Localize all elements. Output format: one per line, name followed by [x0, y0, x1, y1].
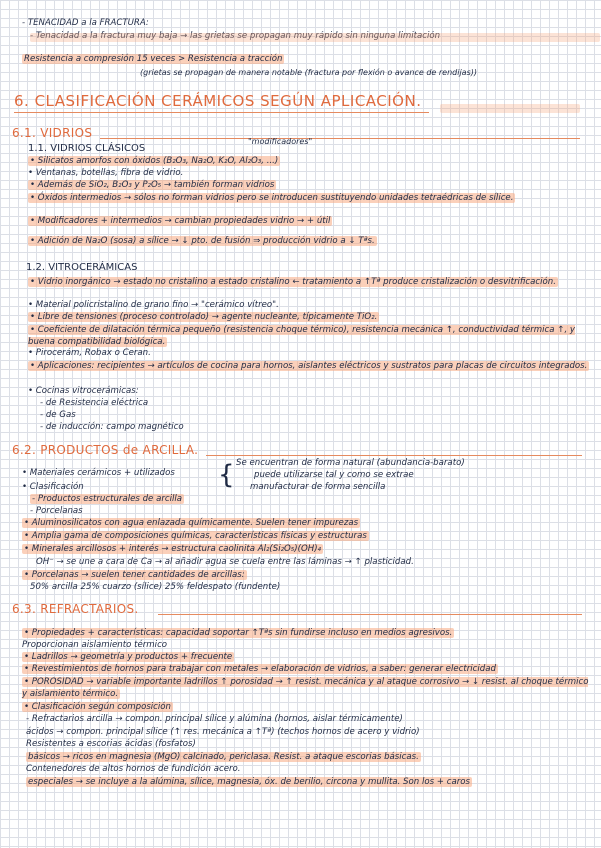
refr-item-8: ácidos → compon. principal sílice (↑ res. mecánica a ↑Tª) (techos hornos de acero y vidrio)	[26, 727, 420, 737]
arcilla-item-5: • Aluminosilicatos con agua enlazada químicamente. Suelen tener impurezas	[24, 518, 359, 528]
arcilla-brace: {	[218, 460, 235, 490]
refr-item-10: básicos → ricos en magnesia (MgO) calcinado, periclasa. Resist. a ataque escorias básicas.	[28, 752, 419, 762]
vitro-item-5: • Pirocerám, Robax o Ceran.	[28, 348, 151, 358]
tenacidad-title: - TENACIDAD a la FRACTURA:	[22, 18, 149, 28]
arcilla-item-6: • Amplia gama de composiciones químicas, características físicas y estructuras	[24, 531, 367, 541]
main-title: 6. CLASIFICACIÓN CERÁMICOS SEGÚN APLICACIÓN.	[14, 92, 422, 110]
refr-item-11: Contenedores de altos hornos de fundición acero.	[26, 764, 241, 774]
vitro-item-3: • Libre de tensiones (proceso controlado) → agente nucleante, típicamente TiO₂.	[30, 312, 378, 322]
arcilla-item-7: • Minerales arcillosos + interés → estructura caolinita Al₂(Si₂O₅)(OH)₄	[24, 544, 321, 554]
arcilla-item-4: - Porcelanas	[30, 506, 83, 516]
vidrios-item-6: • Adición de Na₂O (sosa) a sílice → ↓ pto. de fusión ⇒ producción vidrio a ↓ Tªs.	[30, 236, 375, 246]
vidrios-sub-2: 1.2. VITROCERÁMICAS	[26, 262, 138, 273]
vitro-item-1: • Vidrio inorgánico → estado no cristalino a estado cristalino ← tratamiento a ↑Tª produce cristalización o desvitrificación.	[30, 277, 556, 287]
vitro-item-9: - de Gas	[40, 410, 76, 420]
arcilla-title: 6.2. PRODUCTOS de ARCILLA.	[12, 443, 199, 457]
vidrios-item-1: • Silicatos amorfos con óxidos (B₂O₃, Na₂O, K₂O, Al₂O₃, ...)	[30, 156, 279, 166]
refr-item-9: Resistentes a escorias ácidas (fosfatos)	[26, 739, 196, 749]
arcilla-item-9: • Porcelanas → suelen tener cantidades de arcillas:	[24, 570, 245, 580]
refr-item-4: • Revestimientos de hornos para trabajar con metales → elaboración de vidrios, a saber: generar electricidad	[24, 664, 496, 674]
refr-item-2: Proporcionan aislamiento térmico	[22, 640, 168, 650]
vitro-item-7: • Cocinas vitrocerámicas:	[28, 386, 139, 396]
vidrios-title: 6.1. VIDRIOS	[12, 126, 93, 140]
vidrios-sub-1: 1.1. VIDRIOS CLÁSICOS	[28, 143, 146, 154]
refr-item-1: • Propiedades + características: capacidad soportar ↑Tªs sin fundirse incluso en medios agresivos.	[24, 628, 453, 638]
refr-item-7: - Refractarios arcilla → compon. principal sílice y alúmina (hornos, aislar térmicamente)	[26, 714, 403, 724]
vidrios-item-2: • Ventanas, botellas, fibra de vidrio.	[28, 168, 184, 178]
arcilla-item-10: 50% arcilla 25% cuarzo (sílice) 25% feldespato (fundente)	[30, 582, 281, 592]
arcilla-brace-1: Se encuentran de forma natural (abundancia-barato)	[236, 458, 465, 468]
vitro-item-2: • Material policristalino de grano fino → "cerámico vítreo".	[28, 300, 279, 310]
refr-item-12: especiales → se incluye a la alúmina, sílice, magnesia, óx. de berilio, circona y mullita. Son los + caros	[28, 777, 470, 787]
vidrios-item-5: • Modificadores + intermedios → cambian propiedades vidrio → + útil	[30, 216, 331, 226]
arcilla-brace-3: manufacturar de forma sencilla	[250, 482, 386, 492]
arcilla-item-2: • Clasificación	[22, 482, 84, 492]
refractarios-title: 6.3. REFRACTARIOS.	[12, 602, 139, 616]
tenacidad-line-3: (grietas se propagan de manera notable (fractura por flexión o avance de rendijas))	[140, 68, 477, 77]
arcilla-item-1: • Materiales cerámicos + utilizados	[22, 468, 175, 478]
vidrios-note: "modificadores"	[248, 137, 313, 146]
vidrios-item-3: • Además de SiO₂, B₂O₃ y P₂O₅ → también forman vidrios	[30, 180, 275, 190]
arcilla-item-8: OH⁻ → se une a cara de Ca → al añadir agua se cuela entre las láminas → ↑ plasticidad.	[36, 557, 414, 567]
vitro-item-6: • Aplicaciones: recipientes → artículos de cocina para hornos, aislantes eléctricos y sustratos para placas de circuitos integrados.	[30, 361, 588, 371]
vitro-item-10: - de inducción: campo magnético	[40, 422, 184, 432]
vitro-item-4: • Coeficiente de dilatación térmica pequeño (resistencia choque térmico), resistencia mecánica ↑, conductividad térmica ↑, y buena compatibilidad biológica.	[28, 325, 576, 347]
arcilla-item-3: - Productos estructurales de arcilla	[32, 494, 183, 504]
tenacidad-line-2: Resistencia a compresión 15 veces > Resistencia a tracción	[24, 54, 283, 64]
arcilla-brace-2: puede utilizarse tal y como se extrae	[254, 470, 414, 480]
refr-item-3: • Ladrillos → geometría y productos + frecuente	[24, 652, 233, 662]
vitro-item-8: - de Resistencia eléctrica	[40, 398, 149, 408]
refr-item-5: • POROSIDAD → variable importante ladrillos ↑ porosidad → ↑ resist. mecánica y al ataque corrosivo → ↓ resist. al choque térmico y aislamiento térmico.	[22, 677, 589, 699]
vidrios-item-4: • Óxidos intermedios → sólos no forman vidrios pero se introducen sustituyendo unidades tetraédricas de sílice.	[30, 193, 514, 203]
refr-item-6: • Clasificación según composición	[24, 702, 172, 712]
